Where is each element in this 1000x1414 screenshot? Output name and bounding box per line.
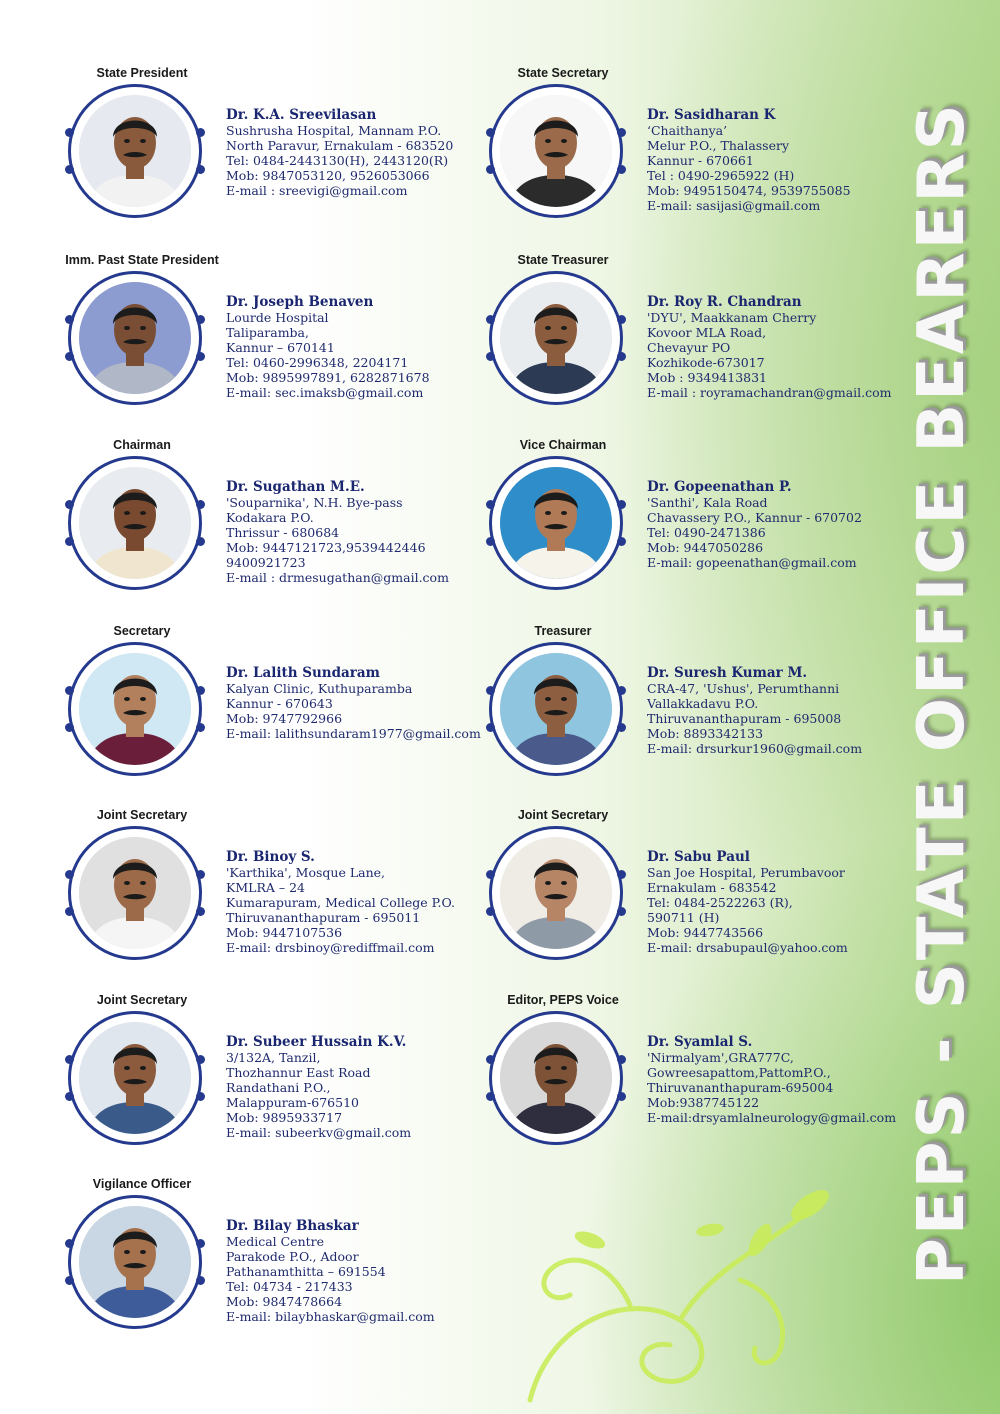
frame-dot (196, 352, 205, 361)
frame-dot (196, 907, 205, 916)
frame-dot (65, 1276, 74, 1285)
contact-line: Thiruvananthapuram-695004 (647, 1080, 834, 1095)
contact-details (647, 480, 937, 570)
contact-line: CRA-47, 'Ushus', Perumthanni (647, 681, 840, 696)
portrait-photo (500, 653, 612, 765)
frame-dot (486, 500, 495, 509)
office-bearer-card (483, 66, 923, 226)
contact-line: North Paravur, Ernakulam - 683520 (226, 138, 454, 153)
contact-line: E-mail: subeerkv@gmail.com (226, 1125, 412, 1140)
frame-dot (617, 686, 626, 695)
contact-line: E-mail : royramachandran@gmail.com (647, 385, 892, 400)
frame-dot (617, 315, 626, 324)
contact-line: Mob: 9447107536 (226, 925, 343, 940)
role-label: Treasurer (534, 624, 592, 638)
contact-line: E-mail: sec.imaksb@gmail.com (226, 385, 424, 400)
frame-dot (65, 537, 74, 546)
frame-dot (196, 537, 205, 546)
portrait-frame (489, 826, 623, 960)
portrait-frame (68, 826, 202, 960)
role-label: Secretary (113, 624, 171, 638)
member-name: Dr. Sugathan M.E. (226, 479, 365, 495)
contact-line: Mob: 9747792966 (226, 711, 343, 726)
contact-details (226, 108, 516, 198)
portrait-frame (489, 271, 623, 405)
contact-line: Sushrusha Hospital, Mannam P.O. (226, 123, 442, 138)
frame-dot (65, 315, 74, 324)
frame-dot (65, 352, 74, 361)
contact-line: E-mail: sasijasi@gmail.com (647, 198, 821, 213)
office-bearer-card (62, 624, 502, 784)
office-bearer-card (62, 1177, 502, 1337)
portrait-frame (489, 456, 623, 590)
contact-line: 9400921723 (226, 555, 306, 570)
contact-line: 'Karthika', Mosque Lane, (226, 865, 386, 880)
frame-dot (617, 1055, 626, 1064)
frame-dot (65, 1092, 74, 1101)
portrait-photo (79, 95, 191, 207)
frame-dot (65, 870, 74, 879)
contact-line: 'Souparnika', N.H. Bye-pass (226, 495, 403, 510)
frame-dot (486, 537, 495, 546)
contact-line: KMLRA – 24 (226, 880, 305, 895)
contact-line: Mob: 8893342133 (647, 726, 764, 741)
contact-line: Mob: 9447050286 (647, 540, 764, 555)
contact-line: Mob: 9895933717 (226, 1110, 343, 1125)
portrait-frame (68, 84, 202, 218)
frame-dot (486, 315, 495, 324)
frame-dot (617, 128, 626, 137)
office-bearer-card (483, 993, 923, 1153)
contact-details (226, 666, 516, 741)
frame-dot (196, 1239, 205, 1248)
portrait-photo (79, 467, 191, 579)
contact-line: Mob: 9447121723,9539442446 (226, 540, 426, 555)
contact-line: 3/132A, Tanzil, (226, 1050, 321, 1065)
role-label: Chairman (113, 438, 171, 452)
role-label: State President (96, 66, 188, 80)
portrait-frame (68, 271, 202, 405)
frame-dot (617, 500, 626, 509)
frame-dot (65, 907, 74, 916)
contact-details (226, 295, 516, 400)
contact-details (647, 108, 937, 213)
office-bearer-card (62, 438, 502, 598)
frame-dot (65, 500, 74, 509)
contact-line: Medical Centre (226, 1234, 325, 1249)
contact-line: Randathani P.O., (226, 1080, 331, 1095)
frame-dot (196, 128, 205, 137)
contact-line: Mob: 9847053120, 9526053066 (226, 168, 430, 183)
member-name: Dr. Suresh Kumar M. (647, 665, 808, 681)
contact-line: Mob: 9847478664 (226, 1294, 343, 1309)
frame-dot (617, 870, 626, 879)
frame-dot (617, 352, 626, 361)
portrait-photo (79, 837, 191, 949)
office-bearer-card (62, 808, 502, 968)
office-bearer-card (62, 253, 502, 413)
contact-line: Mob:9387745122 (647, 1095, 760, 1110)
frame-dot (486, 1092, 495, 1101)
contact-line: Kannur - 670643 (226, 696, 333, 711)
member-name: Dr. Joseph Benaven (226, 294, 374, 310)
portrait-photo (79, 1022, 191, 1134)
contact-details (647, 295, 937, 400)
role-label: Joint Secretary (96, 993, 188, 1007)
portrait-photo (500, 837, 612, 949)
contact-line: E-mail: drsurkur1960@gmail.com (647, 741, 863, 756)
portrait-frame (68, 642, 202, 776)
contact-line: Melur P.O., Thalassery (647, 138, 790, 153)
contact-line: Mob: 9447743566 (647, 925, 764, 940)
contact-line: Gowreesapattom,PattomP.O., (647, 1065, 831, 1080)
frame-dot (196, 1092, 205, 1101)
contact-line: E-mail: drsbinoy@rediffmail.com (226, 940, 435, 955)
contact-line: Kumarapuram, Medical College P.O. (226, 895, 455, 910)
member-name: Dr. Sasidharan K (647, 107, 776, 123)
portrait-frame (68, 1195, 202, 1329)
portrait-frame (68, 456, 202, 590)
frame-dot (486, 723, 495, 732)
contact-line: E-mail : sreevigi@gmail.com (226, 183, 408, 198)
frame-dot (486, 352, 495, 361)
frame-dot (196, 1276, 205, 1285)
page-title: PEPS - STATE OFFICE BEARERS (905, 101, 979, 1285)
portrait-photo (500, 467, 612, 579)
frame-dot (196, 686, 205, 695)
contact-line: Mob: 9895997891, 6282871678 (226, 370, 430, 385)
frame-dot (486, 907, 495, 916)
contact-line: E-mail : drmesugathan@gmail.com (226, 570, 449, 585)
portrait-photo (79, 282, 191, 394)
contact-line: Tel: 0484-2522263 (R), (647, 895, 793, 910)
contact-line: Kodakara P.O. (226, 510, 314, 525)
contact-details (226, 1035, 516, 1140)
frame-dot (196, 315, 205, 324)
frame-dot (196, 165, 205, 174)
contact-line: Taliparamba, (226, 325, 309, 340)
frame-dot (617, 723, 626, 732)
portrait-frame (489, 1011, 623, 1145)
member-name: Dr. Syamlal S. (647, 1034, 753, 1050)
contact-line: Kannur – 670141 (226, 340, 335, 355)
contact-line: Lourde Hospital (226, 310, 329, 325)
portrait-photo (500, 1022, 612, 1134)
contact-line: E-mail: bilaybhaskar@gmail.com (226, 1309, 435, 1324)
portrait-photo (79, 1206, 191, 1318)
role-label: Imm. Past State President (65, 253, 219, 267)
contact-line: Mob : 9349413831 (647, 370, 768, 385)
contact-line: Vallakkadavu P.O. (647, 696, 759, 711)
frame-dot (486, 165, 495, 174)
contact-line: Kalyan Clinic, Kuthuparamba (226, 681, 413, 696)
portrait-frame (489, 642, 623, 776)
role-label: Vice Chairman (519, 438, 607, 452)
office-bearer-card (62, 993, 502, 1153)
portrait-photo (500, 282, 612, 394)
contact-details (226, 1219, 516, 1324)
portrait-frame (489, 84, 623, 218)
contact-line: Thrissur - 680684 (226, 525, 340, 540)
contact-line: Tel: 04734 - 217433 (226, 1279, 353, 1294)
contact-line: Tel: 0490-2471386 (647, 525, 766, 540)
portrait-photo (500, 95, 612, 207)
frame-dot (196, 1055, 205, 1064)
contact-line: E-mail: gopeenathan@gmail.com (647, 555, 857, 570)
contact-line: 'Nirmalyam',GRA777C, (647, 1050, 794, 1065)
member-name: Dr. Roy R. Chandran (647, 294, 802, 310)
frame-dot (196, 723, 205, 732)
contact-line: E-mail: drsabupaul@yahoo.com (647, 940, 848, 955)
contact-details (647, 666, 937, 756)
contact-line: E-mail: lalithsundaram1977@gmail.com (226, 726, 481, 741)
frame-dot (65, 686, 74, 695)
frame-dot (617, 907, 626, 916)
member-name: Dr. Lalith Sundaram (226, 665, 380, 681)
member-name: Dr. Gopeenathan P. (647, 479, 792, 495)
office-bearer-card (483, 253, 923, 413)
role-label: Joint Secretary (517, 808, 609, 822)
portrait-photo (79, 653, 191, 765)
contact-line: Ernakulam - 683542 (647, 880, 777, 895)
contact-line: Tel : 0490-2965922 (H) (647, 168, 795, 183)
member-name: Dr. Sabu Paul (647, 849, 750, 865)
member-name: Dr. Binoy S. (226, 849, 315, 865)
frame-dot (486, 686, 495, 695)
contact-line: Kozhikode-673017 (647, 355, 765, 370)
frame-dot (65, 1055, 74, 1064)
member-name: Dr. K.A. Sreevilasan (226, 107, 377, 123)
frame-dot (65, 128, 74, 137)
contact-line: Tel: 0484-2443130(H), 2443120(R) (226, 153, 449, 168)
contact-line: Thiruvananthapuram - 695008 (647, 711, 842, 726)
contact-details (226, 850, 516, 955)
role-label: State Secretary (517, 66, 609, 80)
contact-line: Thozhannur East Road (226, 1065, 371, 1080)
contact-line: San Joe Hospital, Perumbavoor (647, 865, 845, 880)
member-name: Dr. Bilay Bhaskar (226, 1218, 359, 1234)
contact-line: Kovoor MLA Road, (647, 325, 767, 340)
contact-line: ‘Chaithanya’ (647, 123, 728, 138)
office-bearer-card (62, 66, 502, 226)
role-label: Vigilance Officer (92, 1177, 192, 1191)
role-label: State Treasurer (517, 253, 609, 267)
frame-dot (65, 723, 74, 732)
role-label: Joint Secretary (96, 808, 188, 822)
portrait-frame (68, 1011, 202, 1145)
office-bearer-card (483, 624, 923, 784)
office-bearer-card (483, 438, 923, 598)
contact-line: 590711 (H) (647, 910, 720, 925)
frame-dot (617, 165, 626, 174)
frame-dot (486, 1055, 495, 1064)
frame-dot (617, 537, 626, 546)
contact-line: Malappuram-676510 (226, 1095, 359, 1110)
office-bearer-card (483, 808, 923, 968)
frame-dot (196, 870, 205, 879)
contact-line: 'Santhi', Kala Road (647, 495, 768, 510)
role-label: Editor, PEPS Voice (507, 993, 619, 1007)
frame-dot (617, 1092, 626, 1101)
contact-line: Chevayur PO (647, 340, 731, 355)
contact-line: Tel: 0460-2996348, 2204171 (226, 355, 409, 370)
frame-dot (486, 870, 495, 879)
contact-line: Chavassery P.O., Kannur - 670702 (647, 510, 862, 525)
member-name: Dr. Subeer Hussain K.V. (226, 1034, 407, 1050)
contact-details (226, 480, 516, 585)
contact-line: E-mail:drsyamlalneurology@gmail.com (647, 1110, 897, 1125)
contact-line: Thiruvananthapuram - 695011 (226, 910, 421, 925)
frame-dot (196, 500, 205, 509)
frame-dot (65, 1239, 74, 1248)
contact-line: Mob: 9495150474, 9539755085 (647, 183, 851, 198)
contact-line: 'DYU', Maakkanam Cherry (647, 310, 817, 325)
contact-line: Pathanamthitta – 691554 (226, 1264, 386, 1279)
contact-details (647, 850, 937, 955)
contact-details (647, 1035, 937, 1125)
contact-line: Kannur - 670661 (647, 153, 754, 168)
floral-swirl-decoration (510, 1170, 840, 1410)
frame-dot (486, 128, 495, 137)
contact-line: Parakode P.O., Adoor (226, 1249, 359, 1264)
frame-dot (65, 165, 74, 174)
